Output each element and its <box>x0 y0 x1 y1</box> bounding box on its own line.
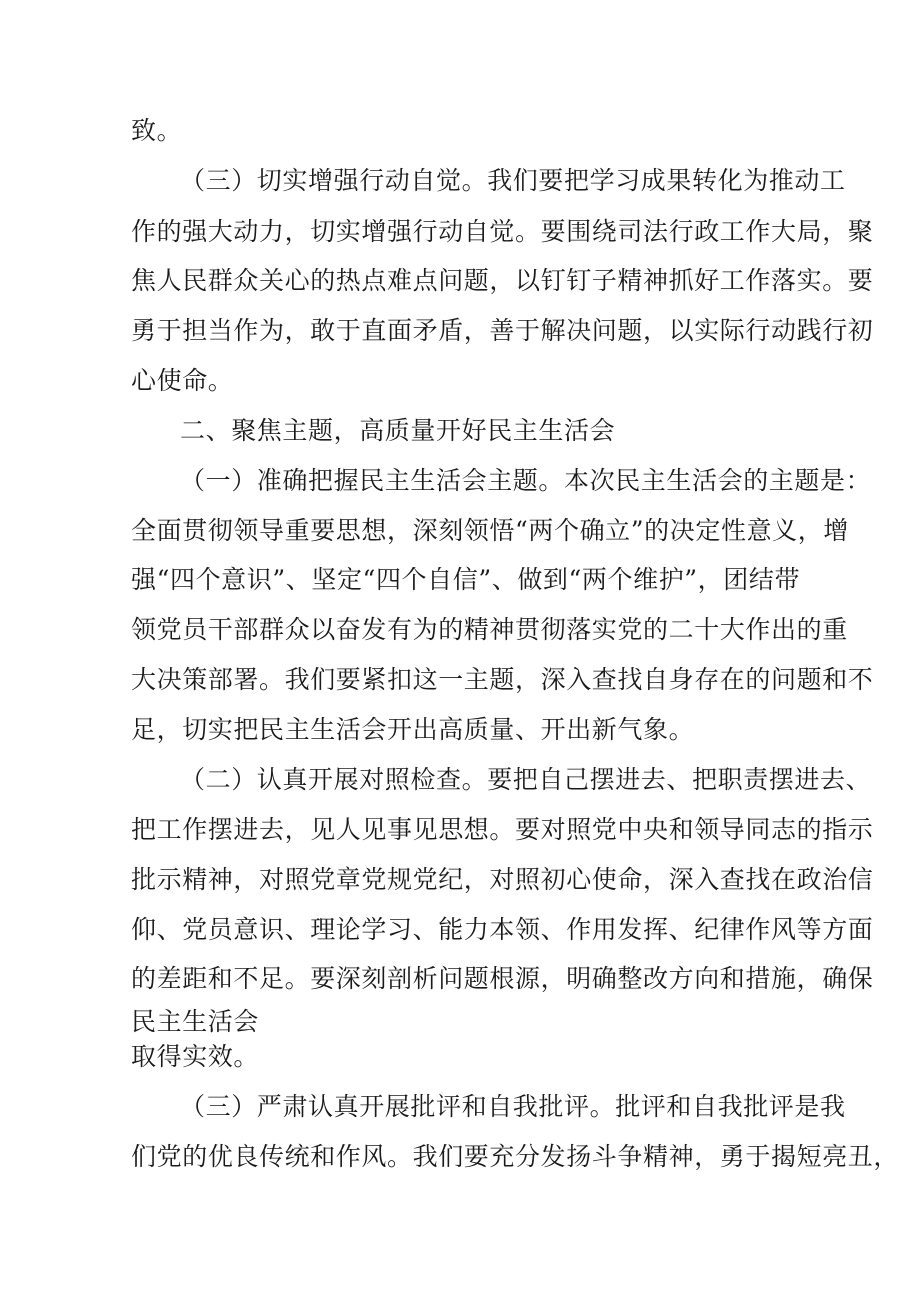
text-line: 勇于担当作为，敢于直面矛盾，善于解决问题，以实际行动践行初 <box>131 316 874 345</box>
text-line: 全面贯彻领导重要思想，深刻领悟“两个确立”的决定性意义，增 <box>131 516 849 545</box>
text-line: 民主生活会 <box>131 1007 260 1036</box>
text-line: 大决策部署。我们要紧扣这一主题，深入查找自身存在的问题和不 <box>131 665 874 694</box>
text-line: 心使命。 <box>131 366 234 395</box>
text-line: 仰、党员意识、理论学习、能力本领、作用发挥、纪律作风等方面 <box>131 915 874 944</box>
text-line: 焦人民群众关心的热点难点问题，以钉钉子精神抓好工作落实。要 <box>131 266 874 295</box>
text-line: 领党员干部群众以奋发有为的精神贯彻落实党的二十大作出的重 <box>131 615 848 644</box>
text-line: 批示精神，对照党章党规党纪，对照初心使命，深入查找在政治信 <box>131 865 874 894</box>
text-line: 取得实效。 <box>131 1042 260 1071</box>
text-line: 足，切实把民主生活会开出高质量、开出新气象。 <box>131 715 695 744</box>
section-heading: （一）准确把握民主生活会主题。本次民主生活会的主题是： <box>180 466 872 495</box>
text-line: 的差距和不足。要深刻剖析问题根源，明确整改方向和措施，确保 <box>131 964 874 993</box>
chapter-heading: 二、聚焦主题，高质量开好民主生活会 <box>180 416 616 445</box>
text-line: 作的强大动力，切实增强行动自觉。要围绕司法行政工作大局，聚 <box>131 217 874 246</box>
text-line: 把工作摆进去，见人见事见思想。要对照党中央和领导同志的指示 <box>131 815 874 844</box>
section-heading: （二）认真开展对照检查。要把自己摆进去、把职责摆进去、 <box>180 765 872 794</box>
section-heading: （三）切实增强行动自觉。我们要把学习成果转化为推动工 <box>180 166 846 195</box>
text-line: 致。 <box>131 116 183 145</box>
text-line: 们党的优良传统和作风。我们要充分发扬斗争精神，勇于揭短亮丑， <box>131 1142 900 1171</box>
text-line: 强“四个意识”、坚定“四个自信”、做到“两个维护”，团结带 <box>131 565 801 594</box>
section-heading: （三）严肃认真开展批评和自我批评。批评和自我批评是我 <box>180 1092 846 1121</box>
